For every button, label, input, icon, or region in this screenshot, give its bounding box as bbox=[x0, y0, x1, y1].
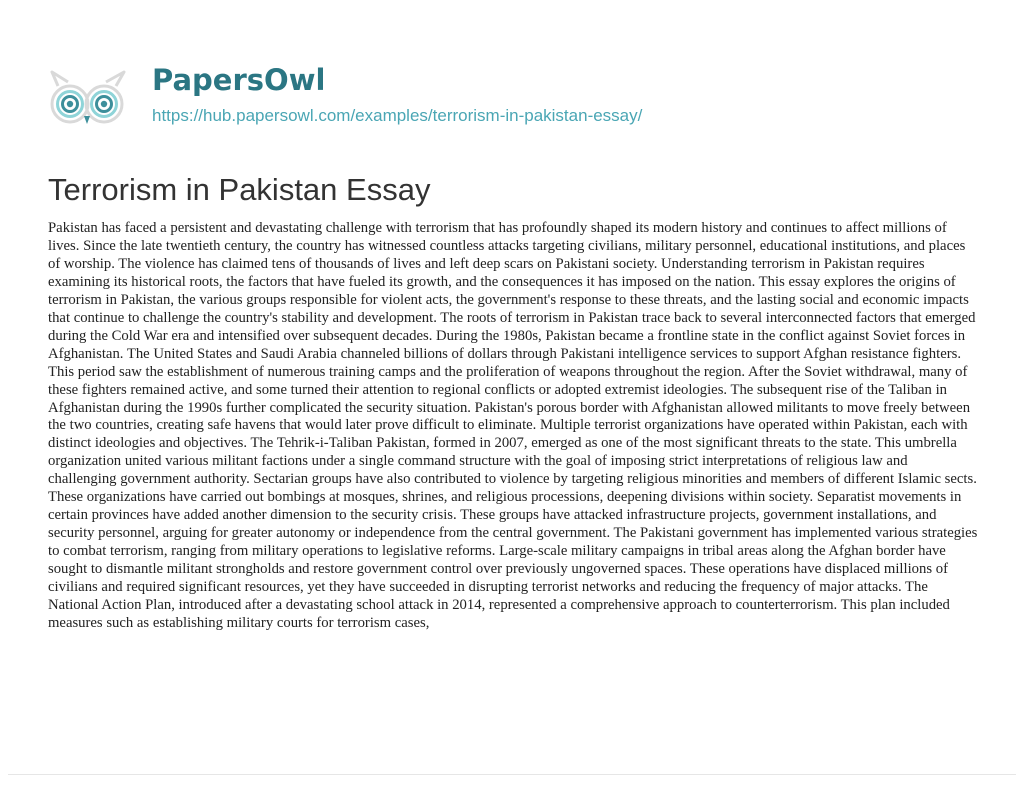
source-url-link[interactable]: https://hub.papersowl.com/examples/terrorism-in-pakistan-essay/ bbox=[152, 106, 643, 125]
essay-body: Pakistan has faced a persistent and devastating challenge with terrorism that has profoundly shaped its modern history and continues to affect millions of lives. Since the late twentieth century, the country has witnessed countless attacks targeting civilians, military personnel, educational institutions, and places of worship. The violence has claimed tens of thousands of lives and left deep scars on Pakistani society. Understanding terrorism in Pakistan requires examining its historical roots, the factors that have fueled its growth, and the consequences it has imposed on the nation. This essay explores the origins of terrorism in Pakistan, the various groups responsible for violent acts, the government's response to these threats, and the lasting social and economic impacts that continue to challenge the country's stability and development. The roots of terrorism in Pakistan trace back to several interconnected factors that emerged during the Cold War era and intensified over subsequent decades. During the 1980s, Pakistan became a frontline state in the conflict against Soviet forces in Afghanistan. The United States and Saudi Arabia channeled billions of dollars through Pakistani intelligence services to support Afghan resistance fighters. This period saw the establishment of numerous training camps and the proliferation of weapons throughout the region. After the Soviet withdrawal, many of these fighters remained active, and some turned their attention to regional conflicts or adopted extremist ideologies. The subsequent rise of the Taliban in Afghanistan during the 1990s further complicated the security situation. Pakistan's porous border with Afghanistan allowed militants to move freely between the two countries, creating safe havens that would later prove difficult to eliminate. Multiple terrorist organizations have operated within Pakistan, each with distinct ideologies and objectives. The Tehrik-i-Taliban Pakistan, formed in 2007, emerged as one of the most significant threats to the state. This umbrella organization united various militant factions under a single command structure with the goal of imposing strict interpretations of religious law and challenging government authority. Sectarian groups have also contributed to violence by targeting religious minorities and members of different Islamic sects. These organizations have carried out bombings at mosques, shrines, and religious processions, deepening divisions within society. Separatist movements in certain provinces have added another dimension to the security crisis. These groups have attacked infrastructure projects, government installations, and security personnel, arguing for greater autonomy or independence from the central government. The Pakistani government has implemented various strategies to combat terrorism, ranging from military operations to legislative reforms. Large-scale military campaigns in tribal areas along the Afghan border have sought to dismantle militant strongholds and restore government control over previously ungoverned spaces. These operations have displaced millions of civilians and required significant resources, yet they have succeeded in disrupting terrorist networks and reducing the frequency of major attacks. The National Action Plan, introduced after a devastating school attack in 2014, represented a comprehensive approach to counterterrorism. This plan included measures such as establishing military courts for terrorism cases, bbox=[48, 220, 978, 631]
owl-logo-icon bbox=[48, 66, 132, 134]
essay-title: Terrorism in Pakistan Essay bbox=[48, 172, 431, 207]
brand-name[interactable]: PapersOwl bbox=[152, 63, 326, 97]
site-header bbox=[48, 60, 988, 140]
footer-divider bbox=[8, 774, 1016, 775]
